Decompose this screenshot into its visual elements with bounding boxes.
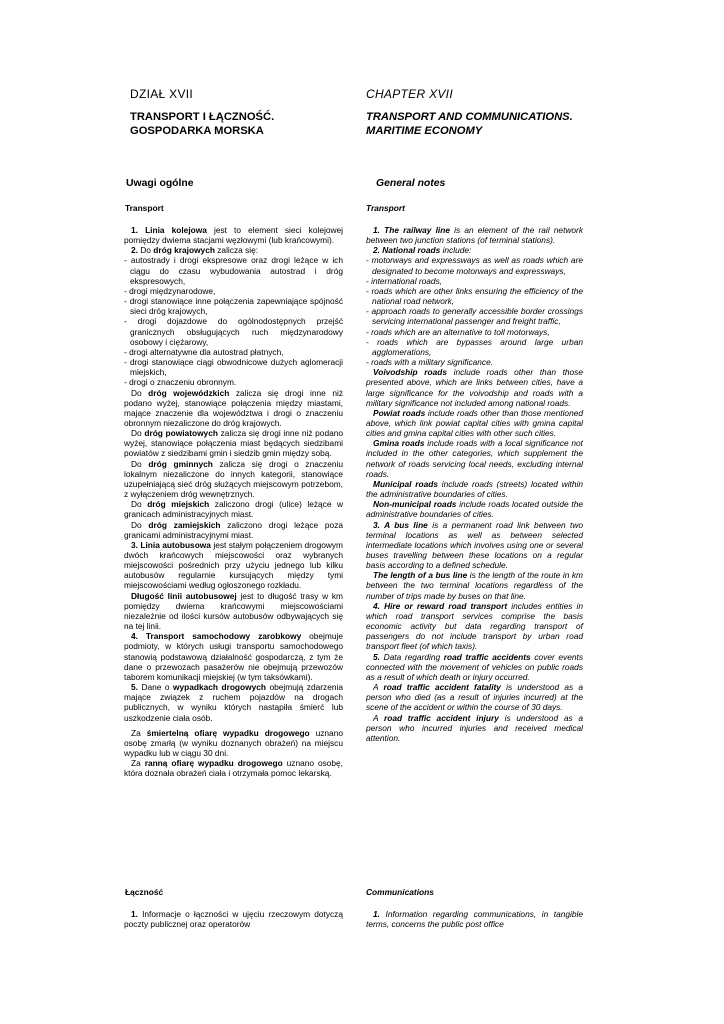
paragraph: 5. Dane o wypadkach drogowych obejmują zdarzenia mające związek z ruchem pojazdów na drogach publicznych, w wyniku których nastąpiła śmierć lub uszkodzenie ciała osób.: [124, 682, 343, 723]
paragraph: Non-municipal roads include roads located outside the administrative boundaries of cities.: [366, 499, 583, 520]
paragraph: Do dróg gminnych zalicza się drogi o znaczeniu lokalnym niezaliczone do innych kategorii, stanowiące uzupełniającą sieć dróg służących miejscowym potrzebom, z wyłączeniem dróg wewnętrznych.: [124, 458, 344, 500]
communications-section-heading: Communications: [366, 887, 434, 897]
list-item: - drogi międzynarodowe,: [124, 285, 216, 296]
chapter-title-line1: TRANSPORT AND COMMUNICATIONS.: [366, 111, 573, 123]
general-notes-heading: Uwagi ogólne: [126, 178, 194, 189]
list-item: - roads with a military significance.: [366, 357, 494, 368]
paragraph: Powiat roads include roads other than those mentioned above, which link powiat capital cities with gmina capital cities and gmina capital cities with other such cities.: [366, 407, 583, 439]
paragraph: Do dróg wojewódzkich zalicza się drogi inne niż podano wyżej, stanowiące połączenia między miastami, mające znaczenie dla województwa i drogi o znaczeniu obronnym niezaliczone do dróg krajowych.: [124, 387, 343, 428]
list-item: - drogi stanowiące ciągi obwodnicowe dużych aglomeracji miejskich,: [124, 357, 343, 378]
transport-section-body: [124, 225, 343, 778]
communications-section-heading: Łączność: [125, 887, 164, 897]
paragraph: A road traffic accident injury is understood as a person who incurred injuries and received medical attention.: [366, 712, 583, 743]
chapter-title: [366, 110, 573, 138]
chapter-title-line2: GOSPODARKA MORSKA: [130, 125, 264, 137]
paragraph: Za śmiertelną ofiarę wypadku drogowego uznano osobę zmarłą (w wyniku doznanych obrażeń) na miejscu wypadku lub w ciągu 30 dni.: [124, 727, 343, 758]
paragraph: 1. The railway line is an element of the rail network between two junction stations (of terminal stations).: [366, 225, 584, 246]
paragraph: 3. Linia autobusowa jest stałym połączeniem drogowym dwóch krańcowych miejscowości oraz wybranych miejscowości pośrednich przy użyciu jednego lub kilku autobusów regularnie kursujących między tymi miejscowościami według ogłoszonego rozkładu.: [124, 539, 343, 591]
transport-section-body: [366, 225, 583, 743]
paragraph: 5. Data regarding road traffic accidents cover events connected with the movement of vehicles on public roads as a result of which death or injury occurred.: [366, 651, 583, 682]
list-item: - roads which are an alternative to toll motorways,: [366, 326, 550, 337]
chapter-title: [130, 110, 274, 138]
transport-section-heading: Transport: [366, 203, 405, 213]
chapter-title-line2: MARITIME ECONOMY: [366, 125, 483, 137]
paragraph: The length of a bus line is the length of the route in km between the two terminal locations regardless of the number of trips made by buses on that line.: [366, 570, 583, 601]
list-item: - approach roads to generally accessible border crossings servicing international passenger and freight traffic,: [366, 306, 583, 327]
paragraph: Długość linii autobusowej jest to długość trasy w km pomiędzy dwiema krańcowymi miejscowościami niezależnie od ilości kursów autobusów odbywających się na tej linii.: [124, 590, 343, 632]
paragraph: Gmina roads include roads with a local significance not included in the other categories, which supplement the network of roads servicing local needs, excluding internal roads.: [366, 438, 584, 479]
paragraph: Municipal roads include roads (streets) located within the administrative boundaries of cities.: [366, 478, 584, 500]
paragraph: Do dróg miejskich zaliczono drogi (ulice) leżące w granicach administracyjnych miast.: [124, 499, 344, 520]
paragraph: Do dróg zamiejskich zaliczono drogi leżące poza granicami administracyjnymi miast.: [124, 519, 344, 540]
paragraph: A road traffic accident fatality is understood as a person who died (as a result of injuries incurred) at the scene of the accident or within the course of 30 days.: [366, 682, 584, 713]
list-item: - roads which are bypasses around large urban agglomerations,: [366, 336, 583, 357]
general-notes-heading: General notes: [376, 178, 446, 189]
chapter-label: DZIAŁ XVII: [130, 87, 194, 101]
list-item: - motorways and expressways as well as roads which are designated to become motorways and expressways,: [366, 255, 583, 276]
list-item: - drogi o znaczeniu obronnym.: [124, 377, 237, 388]
paragraph: 2. Do dróg krajowych zalicza się:: [131, 245, 259, 256]
paragraph: 2. National roads include:: [373, 245, 472, 256]
paragraph: 1. Linia kolejowa jest to element sieci kolejowej pomiędzy dwiema stacjami węzłowymi (lub krańcowymi).: [124, 225, 343, 246]
paragraph: 4. Hire or reward road transport includes entities in which road transport services comprise the basis economic activity but data regarding transport of passengers do not include transport by urban road transport fleet (of which taxis).: [366, 600, 584, 652]
chapter-title-line1: TRANSPORT I ŁĄCZNOŚĆ.: [130, 111, 275, 123]
paragraph: 4. Transport samochodowy zarobkowy obejmuje podmioty, w których usługi transportu samochodowego stanowią podstawową działalność gospodarczą, z tym że dane o przewozach pasażerów nie obejmują przewozów taborem komunikacji miejskiej (w tym taksówkami).: [124, 631, 343, 682]
list-item: - international roads,: [366, 275, 443, 286]
paragraph: 1. Information regarding communications, in tangible terms, concerns the public post office: [366, 909, 584, 930]
list-item: - drogi stanowiące inne połączenia zapewniające spójność sieci dróg krajowych,: [124, 296, 343, 317]
transport-section-heading: Transport: [125, 203, 164, 213]
paragraph: Voivodship roads include roads other than those presented above, which are links between cities, have a large significance for the voivodship and roads with a military significance not included among national roads.: [366, 367, 583, 408]
paragraph: Do dróg powiatowych zalicza się drogi inne niż podano wyżej, stanowiące połączenia miast będących siedzibami powiatów z siedzibami gmin i siedzib gmin między sobą.: [124, 428, 344, 459]
list-item: - autostrady i drogi ekspresowe oraz drogi leżące w ich ciągu do czasu wybudowania autostrad i dróg ekspresowych,: [124, 255, 343, 286]
chapter-label: CHAPTER XVII: [366, 87, 453, 101]
list-item: - drogi dojazdowe do ogólnodostępnych przejść granicznych obsługujących ruch międzynarodowy osobowy i ciężarowy,: [124, 316, 343, 347]
communications-section-body: [124, 909, 343, 929]
list-item: - drogi alternatywne dla autostrad płatnych,: [124, 346, 284, 357]
paragraph: Za ranną ofiarę wypadku drogowego uznano osobę, która doznała obrażeń ciała i otrzymała pomoc lekarską.: [124, 758, 344, 779]
paragraph: 1. Informacje o łączności w ujęciu rzeczowym dotyczą poczty publicznej oraz operatorów: [124, 909, 343, 930]
list-item: - roads which are other links ensuring the efficiency of the national road network,: [366, 285, 583, 307]
communications-section-body: [366, 909, 583, 929]
paragraph: 3. A bus line is a permanent road link between two terminal locations as well as between selected intermediate locations which involves using one or several buses travelling between these locations on a regular basis according to a defined schedule.: [366, 519, 583, 571]
